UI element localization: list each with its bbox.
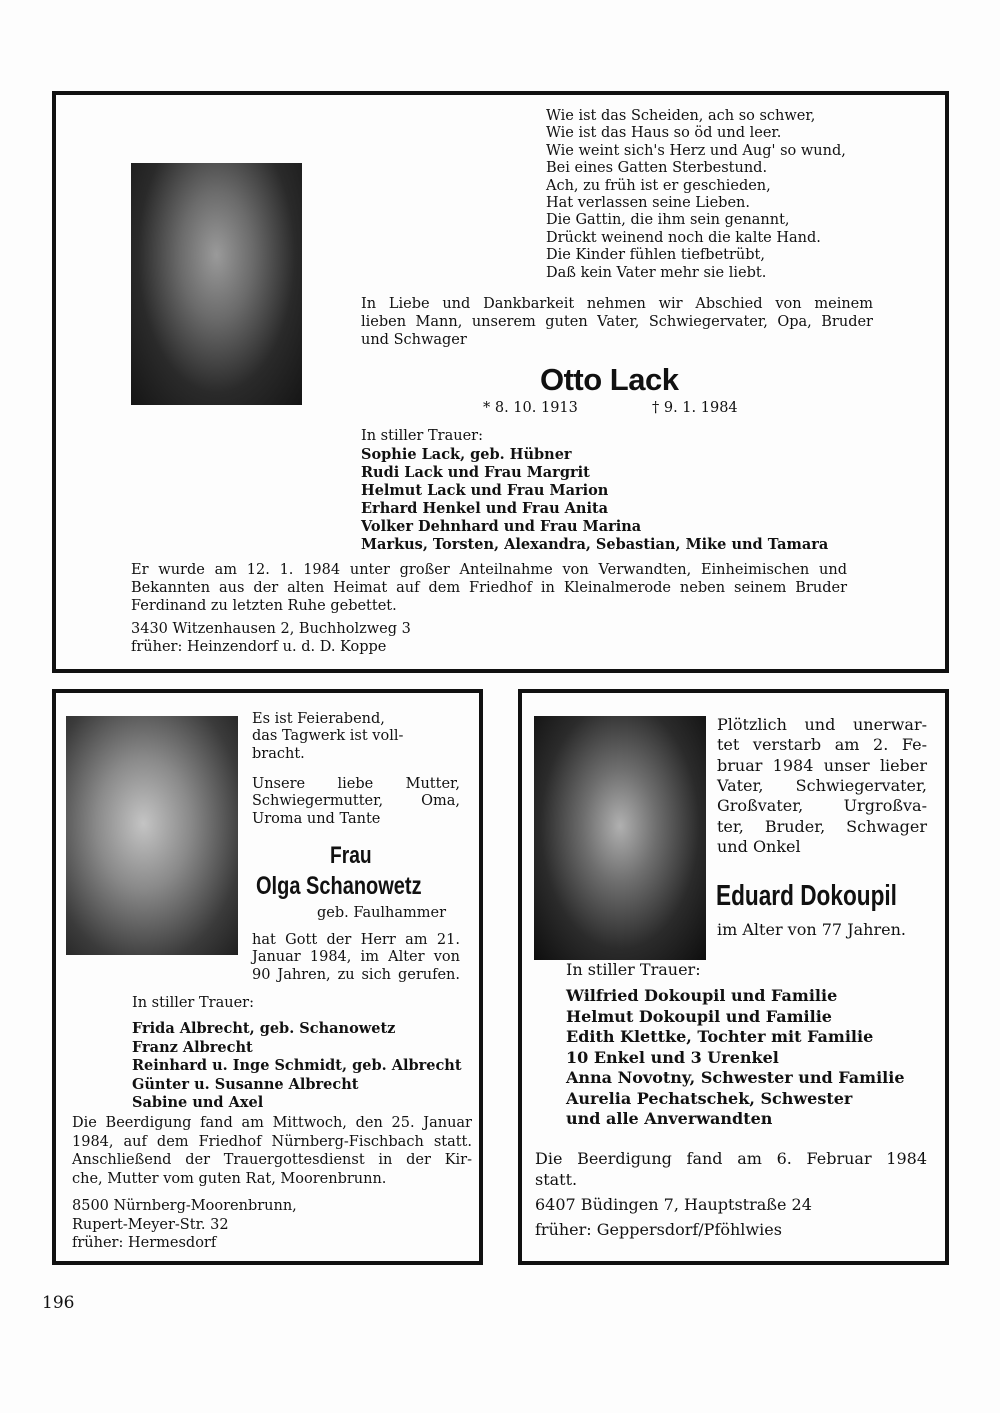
deceased-name: Eduard Dokoupil (716, 880, 897, 912)
mourner-name: Franz Albrecht (132, 1038, 253, 1056)
burial-line: Anschließend der Trauergottesdienst in der Kir- (72, 1152, 472, 1168)
maiden-name: geb. Faulhammer (317, 905, 447, 921)
address-line: Rupert-Meyer-Str. 32 (72, 1216, 229, 1233)
mourner-name: Edith Klettke, Tochter mit Familie (566, 1027, 874, 1046)
portrait-photo-olga-schanowetz (66, 716, 238, 955)
mourner-name: 10 Enkel und 3 Urenkel (566, 1047, 779, 1067)
mourner-name: Wilfried Dokoupil und Familie (566, 986, 838, 1005)
mourner-name: Frida Albrecht, geb. Schanowetz (132, 1020, 396, 1037)
mourner-name: Volker Dehnhard und Frau Marina (361, 518, 642, 535)
death-date: † 9. 1. 1984 (652, 400, 738, 416)
poem-line: Ach, zu früh ist er geschieden, (546, 177, 771, 194)
intro-line: Schwiegermutter, Oma, (252, 793, 460, 810)
intro-line: und Onkel (717, 836, 801, 856)
mourner-name: Markus, Torsten, Alexandra, Sebastian, Mike und Tamara (361, 536, 829, 553)
intro-line: und Schwager (361, 332, 467, 348)
intro-line: bruar 1984 unser lieber (717, 755, 927, 775)
intro-line: Großvater, Urgroßva- (717, 796, 927, 816)
death-line: hat Gott der Herr am 21. (252, 932, 460, 948)
burial-line: Die Beerdigung fand am 6. Februar 1984 (535, 1149, 927, 1168)
age-text: im Alter von 77 Jahren. (717, 920, 906, 939)
poem-line: Wie ist das Scheiden, ach so schwer, (546, 108, 816, 124)
poem-line: Drückt weinend noch die kalte Hand. (546, 229, 821, 246)
burial-line: Bekannten aus der alten Heimat auf dem Friedhof in Kleinalmerode neben seinem Bruder (131, 580, 847, 596)
mourner-name: Aurelia Pechatschek, Schwester (566, 1088, 853, 1108)
poem-line: Wie weint sich's Herz und Aug' so wund, (546, 142, 846, 159)
address-line: früher: Heinzendorf u. d. D. Koppe (131, 639, 387, 655)
address-line: früher: Hermesdorf (72, 1235, 217, 1251)
intro-line: Uroma und Tante (252, 810, 381, 827)
portrait-photo-eduard-dokoupil (534, 716, 706, 960)
burial-line: Die Beerdigung fand am Mittwoch, den 25. Januar (72, 1115, 472, 1131)
intro-line: Plötzlich und unerwar- (717, 715, 927, 734)
portrait-photo-otto-lack (131, 163, 302, 405)
poem-line: Die Gattin, die ihm sein genannt, (546, 212, 790, 229)
verse-line: Es ist Feierabend, (252, 711, 385, 727)
mourner-name: und alle Anverwandten (566, 1109, 773, 1128)
intro-line: Unsere liebe Mutter, (252, 776, 460, 792)
address-line: früher: Geppersdorf/Pföhlwies (535, 1220, 782, 1239)
poem-line: Hat verlassen seine Lieben. (546, 195, 750, 211)
burial-line: Ferdinand zu letzten Ruhe gebettet. (131, 598, 397, 614)
burial-line: Er wurde am 12. 1. 1984 unter großer Anteilnahme von Verwandten, Einheimischen und (131, 562, 847, 578)
mourning-label: In stiller Trauer: (566, 960, 701, 979)
deceased-name: Olga Schanowetz (256, 872, 422, 900)
intro-line: tet verstarb am 2. Fe- (717, 735, 927, 755)
mourner-name: Anna Novotny, Schwester und Familie (566, 1068, 905, 1087)
mourning-label: In stiller Trauer: (361, 428, 483, 444)
page-number: 196 (42, 1293, 75, 1313)
address-line: 8500 Nürnberg-Moorenbrunn, (72, 1198, 297, 1214)
intro-line: ter, Bruder, Schwager (717, 816, 927, 836)
poem-line: Bei eines Gatten Sterbestund. (546, 160, 768, 177)
death-line: 90 Jahren, zu sich gerufen. (252, 966, 460, 983)
mourner-name: Helmut Dokoupil und Familie (566, 1006, 832, 1026)
intro-line: In Liebe und Dankbarkeit nehmen wir Abschied von meinem (361, 296, 873, 312)
burial-line: 1984, auf dem Friedhof Nürnberg-Fischbach statt. (72, 1133, 472, 1150)
poem-line: Daß kein Vater mehr sie liebt. (546, 264, 767, 281)
burial-line: che, Mutter vom guten Rat, Moorenbrunn. (72, 1170, 387, 1187)
poem-line: Die Kinder fühlen tiefbetrübt, (546, 247, 765, 264)
mourning-label: In stiller Trauer: (132, 995, 254, 1011)
mourner-name: Sophie Lack, geb. Hübner (361, 446, 572, 463)
mourner-name: Günter u. Susanne Albrecht (132, 1075, 359, 1093)
mourner-name: Helmut Lack und Frau Marion (361, 482, 609, 499)
verse-line: das Tagwerk ist voll- (252, 728, 404, 745)
birth-date: * 8. 10. 1913 (483, 400, 578, 416)
mourner-name: Erhard Henkel und Frau Anita (361, 500, 609, 517)
deceased-name: Otto Lack (540, 362, 679, 397)
intro-line: Vater, Schwiegervater, (717, 775, 927, 795)
verse-line: bracht. (252, 745, 305, 762)
mourner-name: Rudi Lack und Frau Margrit (361, 464, 590, 481)
address-line: 3430 Witzenhausen 2, Buchholzweg 3 (131, 621, 411, 637)
mourner-name: Sabine und Axel (132, 1094, 264, 1111)
address-line: 6407 Büdingen 7, Hauptstraße 24 (535, 1195, 812, 1214)
poem-line: Wie ist das Haus so öd und leer. (546, 125, 782, 142)
intro-line: lieben Mann, unserem guten Vater, Schwiegervater, Opa, Bruder (361, 314, 873, 330)
title-frau: Frau (330, 842, 372, 869)
death-line: Januar 1984, im Alter von (252, 949, 460, 966)
burial-line: statt. (535, 1169, 578, 1189)
mourner-name: Reinhard u. Inge Schmidt, geb. Albrecht (132, 1057, 462, 1074)
